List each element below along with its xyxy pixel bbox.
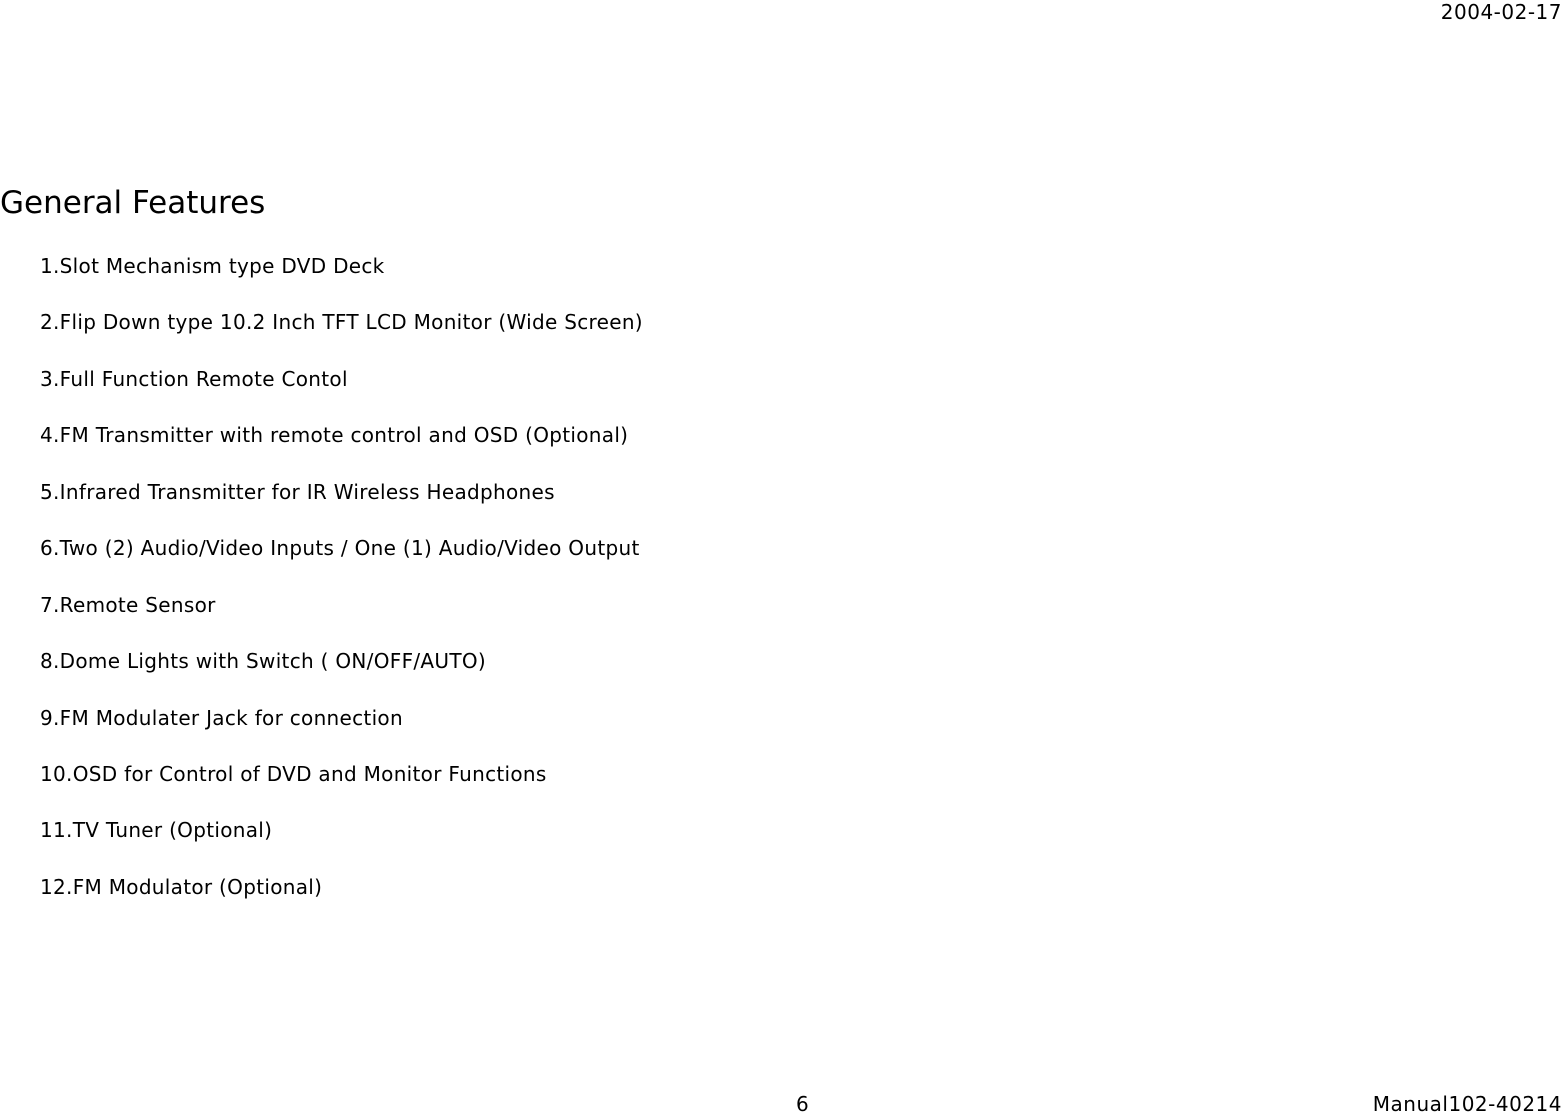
feature-item: 8.Dome Lights with Switch ( ON/OFF/AUTO) [40,649,486,674]
feature-item: 5.Infrared Transmitter for IR Wireless Headphones [40,479,555,504]
feature-item: 3.Full Function Remote Contol [40,366,348,391]
feature-item: 7.Remote Sensor [40,592,216,617]
feature-list [40,252,643,929]
feature-item: 4.FM Transmitter with remote control and OSD (Optional) [40,423,629,448]
feature-item: 1.Slot Mechanism type DVD Deck [40,254,385,278]
page-number: 6 [796,1092,809,1116]
feature-item: 2.Flip Down type 10.2 Inch TFT LCD Monitor (Wide Screen) [40,310,643,335]
feature-item: 12.FM Modulator (Optional) [40,874,323,899]
section-title: General Features [0,185,266,221]
feature-item: 6.Two (2) Audio/Video Inputs / One (1) Audio/Video Output [40,536,640,561]
feature-item: 10.OSD for Control of DVD and Monitor Functions [40,761,547,786]
feature-item: 9.FM Modulater Jack for connection [40,705,403,730]
header-date: 2004-02-17 [1440,0,1562,24]
feature-item: 11.TV Tuner (Optional) [40,818,273,843]
manual-id: Manual102-40214 [1372,1092,1562,1116]
